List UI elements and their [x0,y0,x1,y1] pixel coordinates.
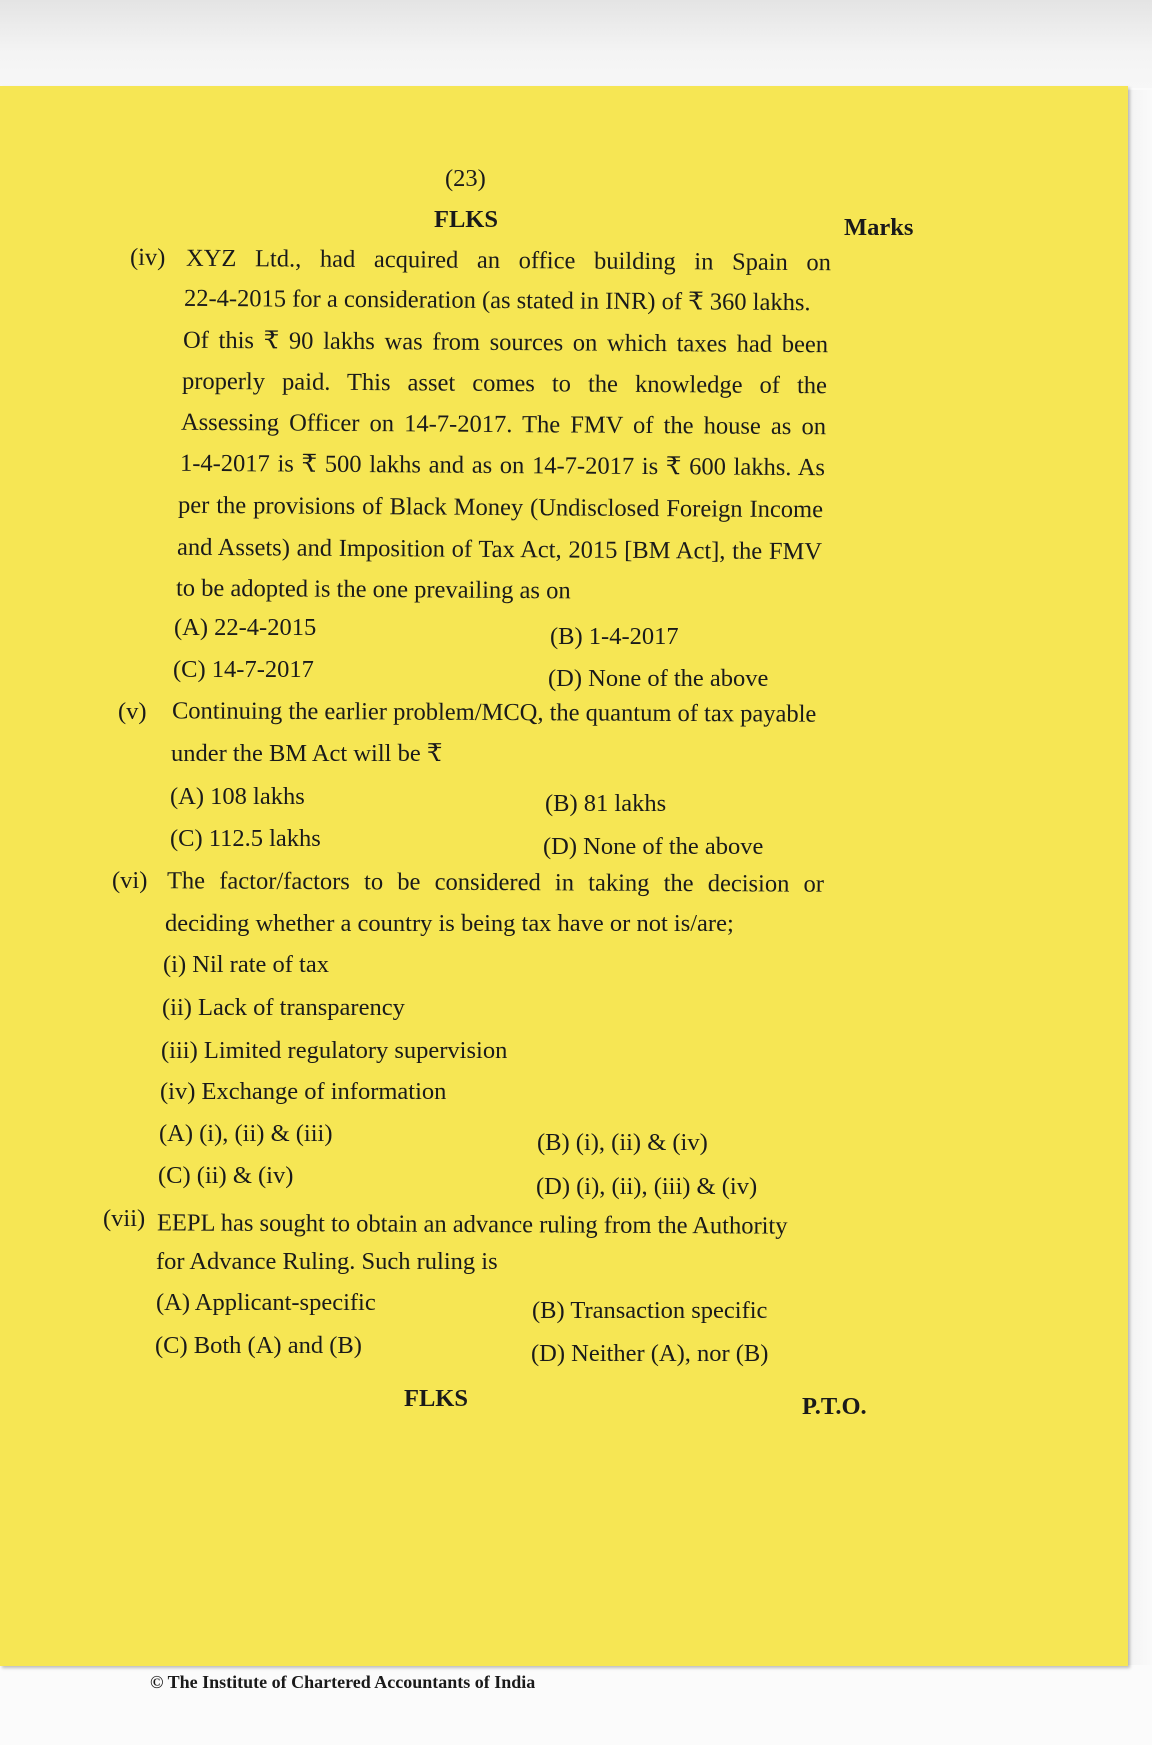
exam-paper-sheet [0,86,1128,1666]
question-vii-option-d: (D) Neither (A), nor (B) [531,1340,769,1367]
question-v-option-b: (B) 81 lakhs [545,790,667,817]
question-iv-option-c: (C) 14-7-2017 [173,656,314,683]
copyright-notice: © The Institute of Chartered Accountants of India [150,1672,536,1692]
question-vi-option-b: (B) (i), (ii) & (iv) [537,1129,708,1156]
question-vi-number: (vi) [112,867,148,894]
question-vi-item-iii: (iii) Limited regulatory supervision [161,1037,508,1064]
question-vi-option-a: (A) (i), (ii) & (iii) [159,1120,333,1147]
question-vi-option-c: (C) (ii) & (iv) [158,1162,294,1189]
page-number: (23) [445,165,486,192]
question-vii-line-1: EEPL has sought to obtain an advance ruling from the Authority [156,1209,788,1240]
paper-edge [1128,90,1152,1665]
question-vii-option-a: (A) Applicant-specific [156,1289,376,1316]
question-vi-option-d: (D) (i), (ii), (iii) & (iv) [536,1173,758,1200]
question-vi-item-ii: (ii) Lack of transparency [162,994,405,1021]
question-v-line-2: under the BM Act will be ₹ [171,740,443,767]
question-iv-line-3: Of this ₹ 90 lakhs was from sources on which taxes had been [182,326,829,359]
question-vi-line-1: The factor/factors to be considered in taking the decision or [166,867,825,898]
question-v-line-1: Continuing the earlier problem/MCQ, the quantum of tax payable [171,697,817,728]
question-v-option-d: (D) None of the above [543,833,764,860]
question-iv-line-9: to be adopted is the one prevailing as on [175,574,571,605]
question-vii-line-2: for Advance Ruling. Such ruling is [156,1248,498,1275]
question-iv-line-8: and Assets) and Imposition of Tax Act, 2015 [BM Act], the FMV [176,533,823,566]
question-iv-option-d: (D) None of the above [548,665,769,692]
question-vii-option-b: (B) Transaction specific [532,1297,768,1324]
question-v-option-c: (C) 112.5 lakhs [170,825,321,852]
question-iv-line-2: 22-4-2015 for a consideration (as stated in INR) of ₹ 360 lakhs. [183,284,811,317]
question-iv-line-6: 1-4-2017 is ₹ 500 lakhs and as on 14-7-2017 is ₹ 600 lakhs. As [179,449,826,482]
marks-heading: Marks [844,214,914,241]
scanner-background [0,0,1152,88]
question-iv-line-5: Assessing Officer on 14-7-2017. The FMV of the house as on [180,408,827,441]
question-vii-option-c: (C) Both (A) and (B) [155,1332,362,1359]
paper-code-footer: FLKS [404,1385,468,1412]
please-turn-over: P.T.O. [802,1393,867,1420]
question-iv-line-4: properly paid. This asset comes to the knowledge of the [181,367,828,400]
question-iv-line-7: per the provisions of Black Money (Undisclosed Foreign Income [177,491,824,524]
question-iv-option-a: (A) 22-4-2015 [174,614,317,641]
question-iv-option-b: (B) 1-4-2017 [550,623,679,650]
question-v-number: (v) [118,698,147,725]
paper-code-header: FLKS [434,206,498,233]
question-vii-number: (vii) [103,1205,146,1232]
question-iv-number: (iv) [129,243,166,272]
question-vi-line-2: deciding whether a country is being tax have or not is/are; [165,910,734,937]
question-iv-line-1: XYZ Ltd., had acquired an office building in Spain on [185,244,832,277]
question-vi-item-i: (i) Nil rate of tax [163,951,329,978]
question-v-option-a: (A) 108 lakhs [170,783,305,810]
question-vi-item-iv: (iv) Exchange of information [160,1078,447,1105]
